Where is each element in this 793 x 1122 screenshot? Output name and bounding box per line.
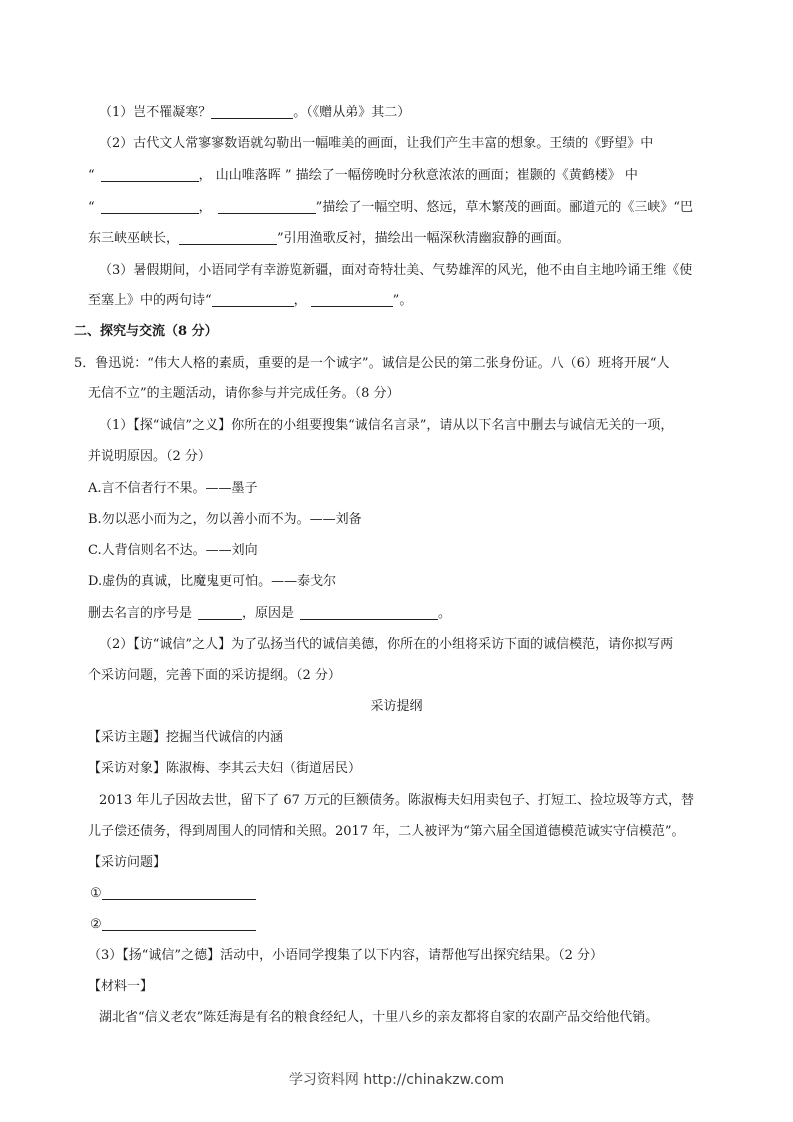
answer-blank[interactable] xyxy=(300,605,438,620)
option-c: C.人背信则名不达。——刘向 xyxy=(88,543,258,558)
interview-questions-label: 【采访问题】 xyxy=(88,855,167,870)
answer-blank[interactable] xyxy=(198,605,242,620)
outline-title: 采访提纲 xyxy=(370,699,423,714)
q5-part1-line1: （1）【探“诚信”之义】你所在的小组要搜集“诚信名言录”，请从以下名言中删去与诚信无关的一项， xyxy=(99,418,674,433)
answer-blank[interactable] xyxy=(179,230,277,245)
answer-blank[interactable] xyxy=(218,199,316,214)
story-line2: 儿子偿还债务，得到周围人的同情和关照。2017 年，二人被评为“第六届全国道德模范诚实守信模范”。 xyxy=(88,824,685,839)
answer-blank[interactable] xyxy=(211,104,293,119)
q4-part2-line4: 东三峡巫峡长， ”引用渔歌反衬，描绘出一幅深秋清幽寂静的画面。 xyxy=(88,231,570,246)
q5-part2-line2: 个采访问题，完善下面的采访提纲。（2 分） xyxy=(88,668,341,683)
q5-intro-line2: 无信不立”的主题活动，请你参与并完成任务。（8 分） xyxy=(88,386,400,401)
answer-blank[interactable] xyxy=(212,292,294,307)
q5-part3: （3）【扬“诚信”之德】活动中，小语同学搜集了以下内容，请帮他写出探究结果。（2 分） xyxy=(88,948,603,963)
answer-blank[interactable] xyxy=(102,885,256,900)
q4-part2-line2: “ ， 山山唯落晖 ” 描绘了一幅傍晚时分秋意浓浓的画面；崔颢的《黄鹤楼》 中 xyxy=(88,168,638,183)
answer-blank[interactable] xyxy=(101,167,199,182)
q4-part1: （1）岂不罹凝寒？ 。（《赠从弟》其二） xyxy=(99,105,411,120)
material1-label: 【材料一】 xyxy=(88,979,154,994)
footer-watermark: 学习资料网 http://chinakzw.com xyxy=(288,1072,505,1088)
answer-blank[interactable] xyxy=(101,199,199,214)
answer-blank[interactable] xyxy=(311,292,393,307)
q4-part2-line3: “ ， ”描绘了一幅空明、悠远，草木繁茂的画面。郦道元的《三峡》“巴 xyxy=(88,200,693,215)
q5-part2-line1: （2）【访“诚信”之人】为了弘扬当代的诚信美德，你所在的小组将采访下面的诚信模范，请你拟写两 xyxy=(99,637,674,652)
option-b: B.勿以恶小而为之，勿以善小而不为。——刘备 xyxy=(88,512,362,527)
material1-text: 湖北省“信义老农”陈廷海是有名的粮食经纪人，十里八乡的亲友都将自家的农副产品交给他代销。 xyxy=(99,1010,659,1025)
option-a: A.言不信者行不果。——墨子 xyxy=(88,481,258,496)
q4-part2-line1: （2）古代文人常寥寥数语就勾勒出一幅唯美的画面，让我们产生丰富的想象。王绩的《野望》中 xyxy=(99,136,654,151)
q4-part3-line1: （3）暑假期间，小语同学有幸游览新疆，面对奇特壮美、气势雄浑的风光，他不由自主地吟诵王维《使 xyxy=(99,263,693,278)
section-heading: 二、探究与交流（8 分） xyxy=(74,324,218,339)
interview-target: 【采访对象】陈淑梅、李其云夫妇（街道居民） xyxy=(88,761,362,776)
option-d: D.虚伪的真诚，比魔鬼更可怕。——泰戈尔 xyxy=(88,574,337,589)
question-1: ① xyxy=(90,885,256,903)
q4-part3-line2: 至塞上》中的两句诗“ ， ”。 xyxy=(88,293,413,308)
question-2: ② xyxy=(90,916,256,934)
story-line1: 2013 年儿子因故去世，留下了 67 万元的巨额债务。陈淑梅夫妇用卖包子、打短工、捡垃圾等方式，替 xyxy=(99,793,695,808)
q5-intro-line1: 5．鲁迅说：“伟大人格的素质，重要的是一个诚字”。诚信是公民的第二张身份证。八（6）班将开展“人 xyxy=(74,356,670,371)
interview-topic: 【采访主题】挖掘当代诚信的内涵 xyxy=(88,730,284,745)
q5-part1-answer: 删去名言的序号是 ，原因是 。 xyxy=(88,606,452,621)
q5-part1-line2: 并说明原因。（2 分） xyxy=(88,449,211,464)
answer-blank[interactable] xyxy=(102,916,256,931)
